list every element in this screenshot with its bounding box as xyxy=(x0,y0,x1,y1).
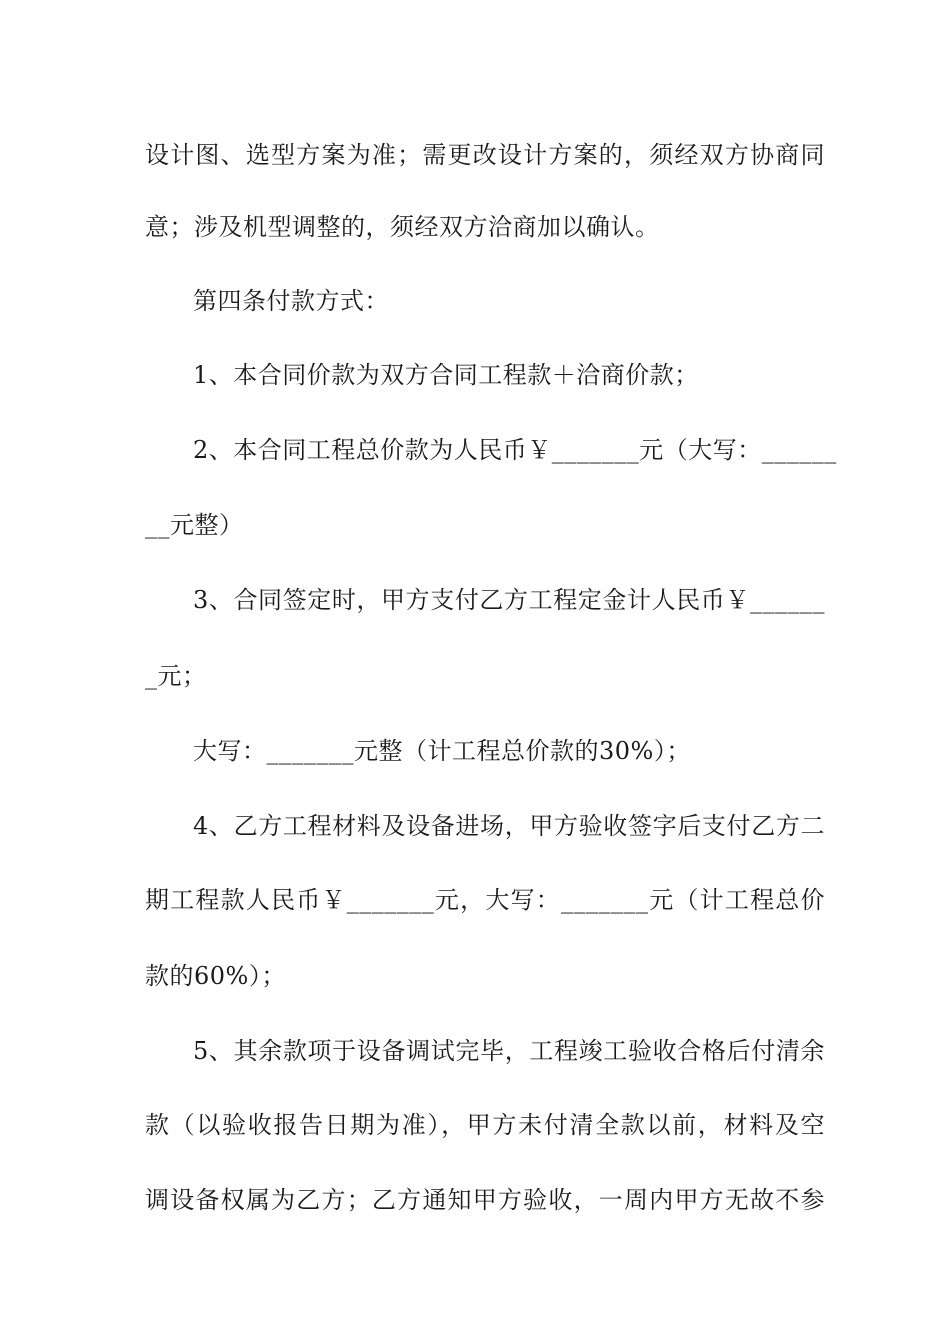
text-line: _元； xyxy=(145,662,207,690)
text-line: 大写：_______元整（计工程总价款的30%）； xyxy=(193,737,691,765)
text-line: 款的60%）； xyxy=(145,962,286,990)
text-line: 期工程款人民币￥_______元，大写：_______元（计工程总价 xyxy=(145,886,825,914)
text-line: 2、本合同工程总价款为人民币￥_______元（大写：______ xyxy=(193,436,837,464)
text-line: 设计图、选型方案为准；需更改设计方案的，须经双方协商同 xyxy=(145,141,825,169)
text-line: 调设备权属为乙方；乙方通知甲方验收，一周内甲方无故不参 xyxy=(145,1186,825,1214)
text-line: __元整） xyxy=(145,511,244,539)
text-line: 3、合同签定时，甲方支付乙方工程定金计人民币￥______ xyxy=(193,586,825,614)
section-heading: 第四条付款方式： xyxy=(193,287,389,315)
text-line: 1、本合同价款为双方合同工程款＋洽商价款； xyxy=(193,361,699,389)
text-line: 意；涉及机型调整的，须经双方洽商加以确认。 xyxy=(145,213,660,241)
text-line: 5、其余款项于设备调试完毕，工程竣工验收合格后付清余 xyxy=(193,1037,825,1065)
text-line: 款（以验收报告日期为准），甲方未付清全款以前，材料及空 xyxy=(145,1111,825,1139)
text-line: 4、乙方工程材料及设备进场，甲方验收签字后支付乙方二 xyxy=(193,812,825,840)
